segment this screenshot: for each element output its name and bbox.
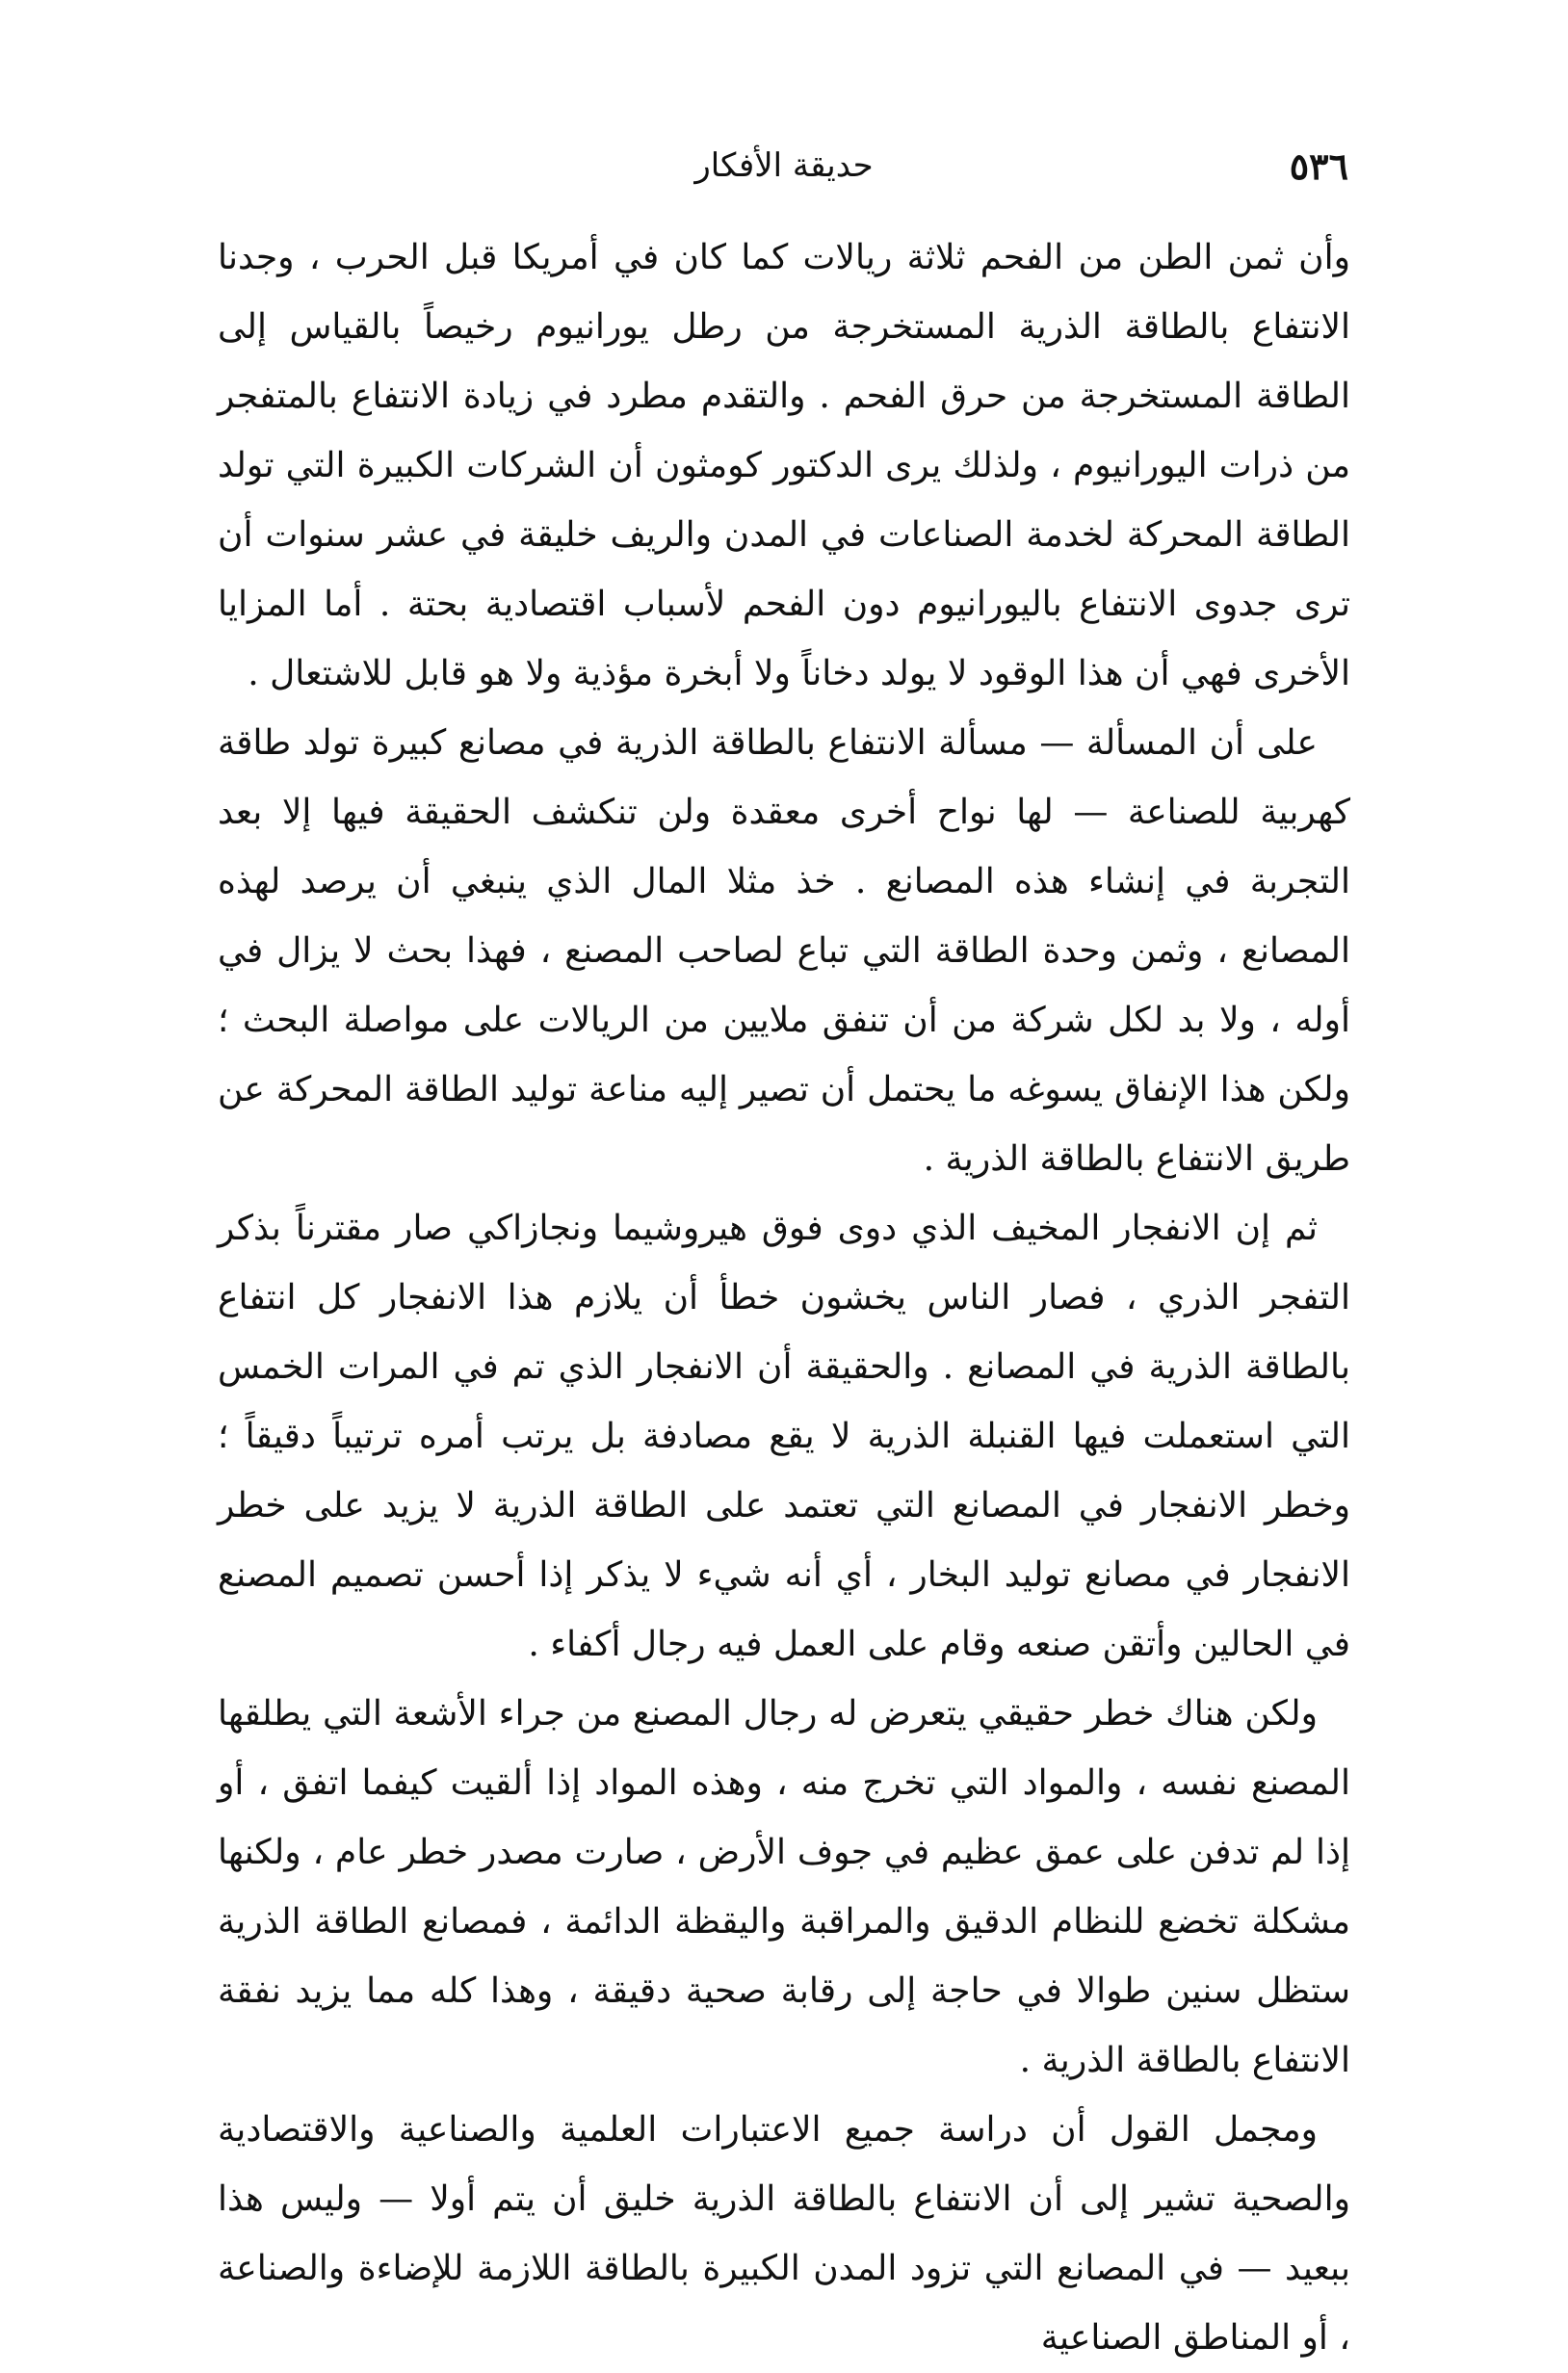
paragraph-5: ومجمل القول أن دراسة جميع الاعتبارات العلمية والصناعية والاقتصادية والصحية تشير إلى أن الانتفاع بالطاقة الذرية خليق أن يتم أولا — وليس هذا ببعيد — في المصانع التي تزود المدن الكبيرة بالطاقة اللازمة للإضاءة والصناعة ، أو المناطق الصناعية (218, 2110, 1350, 2358)
paragraph-1: وأن ثمن الطن من الفحم ثلاثة ريالات كما كان في أمريكا قبل الحرب ، وجدنا الانتفاع بالطاقة الذرية المستخرجة من رطل يورانيوم رخيصاً بالقياس إلى الطاقة المستخرجة من حرق الفحم . والتقدم مطرد في زيادة الانتفاع بالمتفجر من ذرات اليورانيوم ، ولذلك يرى الدكتور كومثون أن الشركات الكبيرة التي تولد الطاقة المحركة لخدمة الصناعات في المدن والريف خليقة في عشر سنوات أن ترى جدوى الانتفاع باليورانيوم دون الفحم لأسباب اقتصادية بحتة . أما المزايا الأخرى فهي أن هذا الوقود لا يولد دخاناً ولا أبخرة مؤذية ولا هو قابل للاشتعال . (218, 238, 1350, 693)
page-number: ٥٣٦ (1289, 144, 1348, 188)
body-text (218, 223, 1350, 2373)
page-header (220, 144, 1348, 202)
paragraph-2: على أن المسألة — مسألة الانتفاع بالطاقة الذرية في مصانع كبيرة تولد طاقة كهربية للصناعة — لها نواح أخرى معقدة ولن تنكشف الحقيقة فيها إلا بعد التجربة في إنشاء هذه المصانع . خذ مثلا المال الذي ينبغي أن يرصد لهذه المصانع ، وثمن وحدة الطاقة التي تباع لصاحب المصنع ، فهذا بحث لا يزال في أوله ، ولا بد لكل شركة من أن تنفق ملايين من الريالات على مواصلة البحث ؛ ولكن هذا الإنفاق يسوغه ما يحتمل أن تصير إليه مناعة توليد الطاقة المحركة عن طريق الانتفاع بالطاقة الذرية . (218, 723, 1350, 1179)
running-title: حديقة الأفكار (694, 146, 874, 185)
paragraph-3: ثم إن الانفجار المخيف الذي دوى فوق هيروشيما ونجازاكي صار مقترناً بذكر التفجر الذري ، فصار الناس يخشون خطأ أن يلازم هذا الانفجار كل انتفاع بالطاقة الذرية في المصانع . والحقيقة أن الانفجار الذي تم في المرات الخمس التي استعملت فيها القنبلة الذرية لا يقع مصادفة بل يرتب أمره ترتيباً دقيقاً ؛ وخطر الانفجار في المصانع التي تعتمد على الطاقة الذرية لا يزيد على خطر الانفجار في مصانع توليد البخار ، أي أنه شيء لا يذكر إذا أحسن تصميم المصنع في الحالين وأتقن صنعه وقام على العمل فيه رجال أكفاء . (218, 1209, 1350, 1664)
paragraph-4: ولكن هناك خطر حقيقي يتعرض له رجال المصنع من جراء الأشعة التي يطلقها المصنع نفسه ، والمواد التي تخرج منه ، وهذه المواد إذا ألقيت كيفما اتفق ، أو إذا لم تدفن على عمق عظيم في جوف الأرض ، صارت مصدر خطر عام ، ولكنها مشكلة تخضع للنظام الدقيق والمراقبة واليقظة الدائمة ، فمصانع الطاقة الذرية ستظل سنين طوالا في حاجة إلى رقابة صحية دقيقة ، وهذا كله مما يزيد نفقة الانتفاع بالطاقة الذرية . (218, 1694, 1350, 2080)
